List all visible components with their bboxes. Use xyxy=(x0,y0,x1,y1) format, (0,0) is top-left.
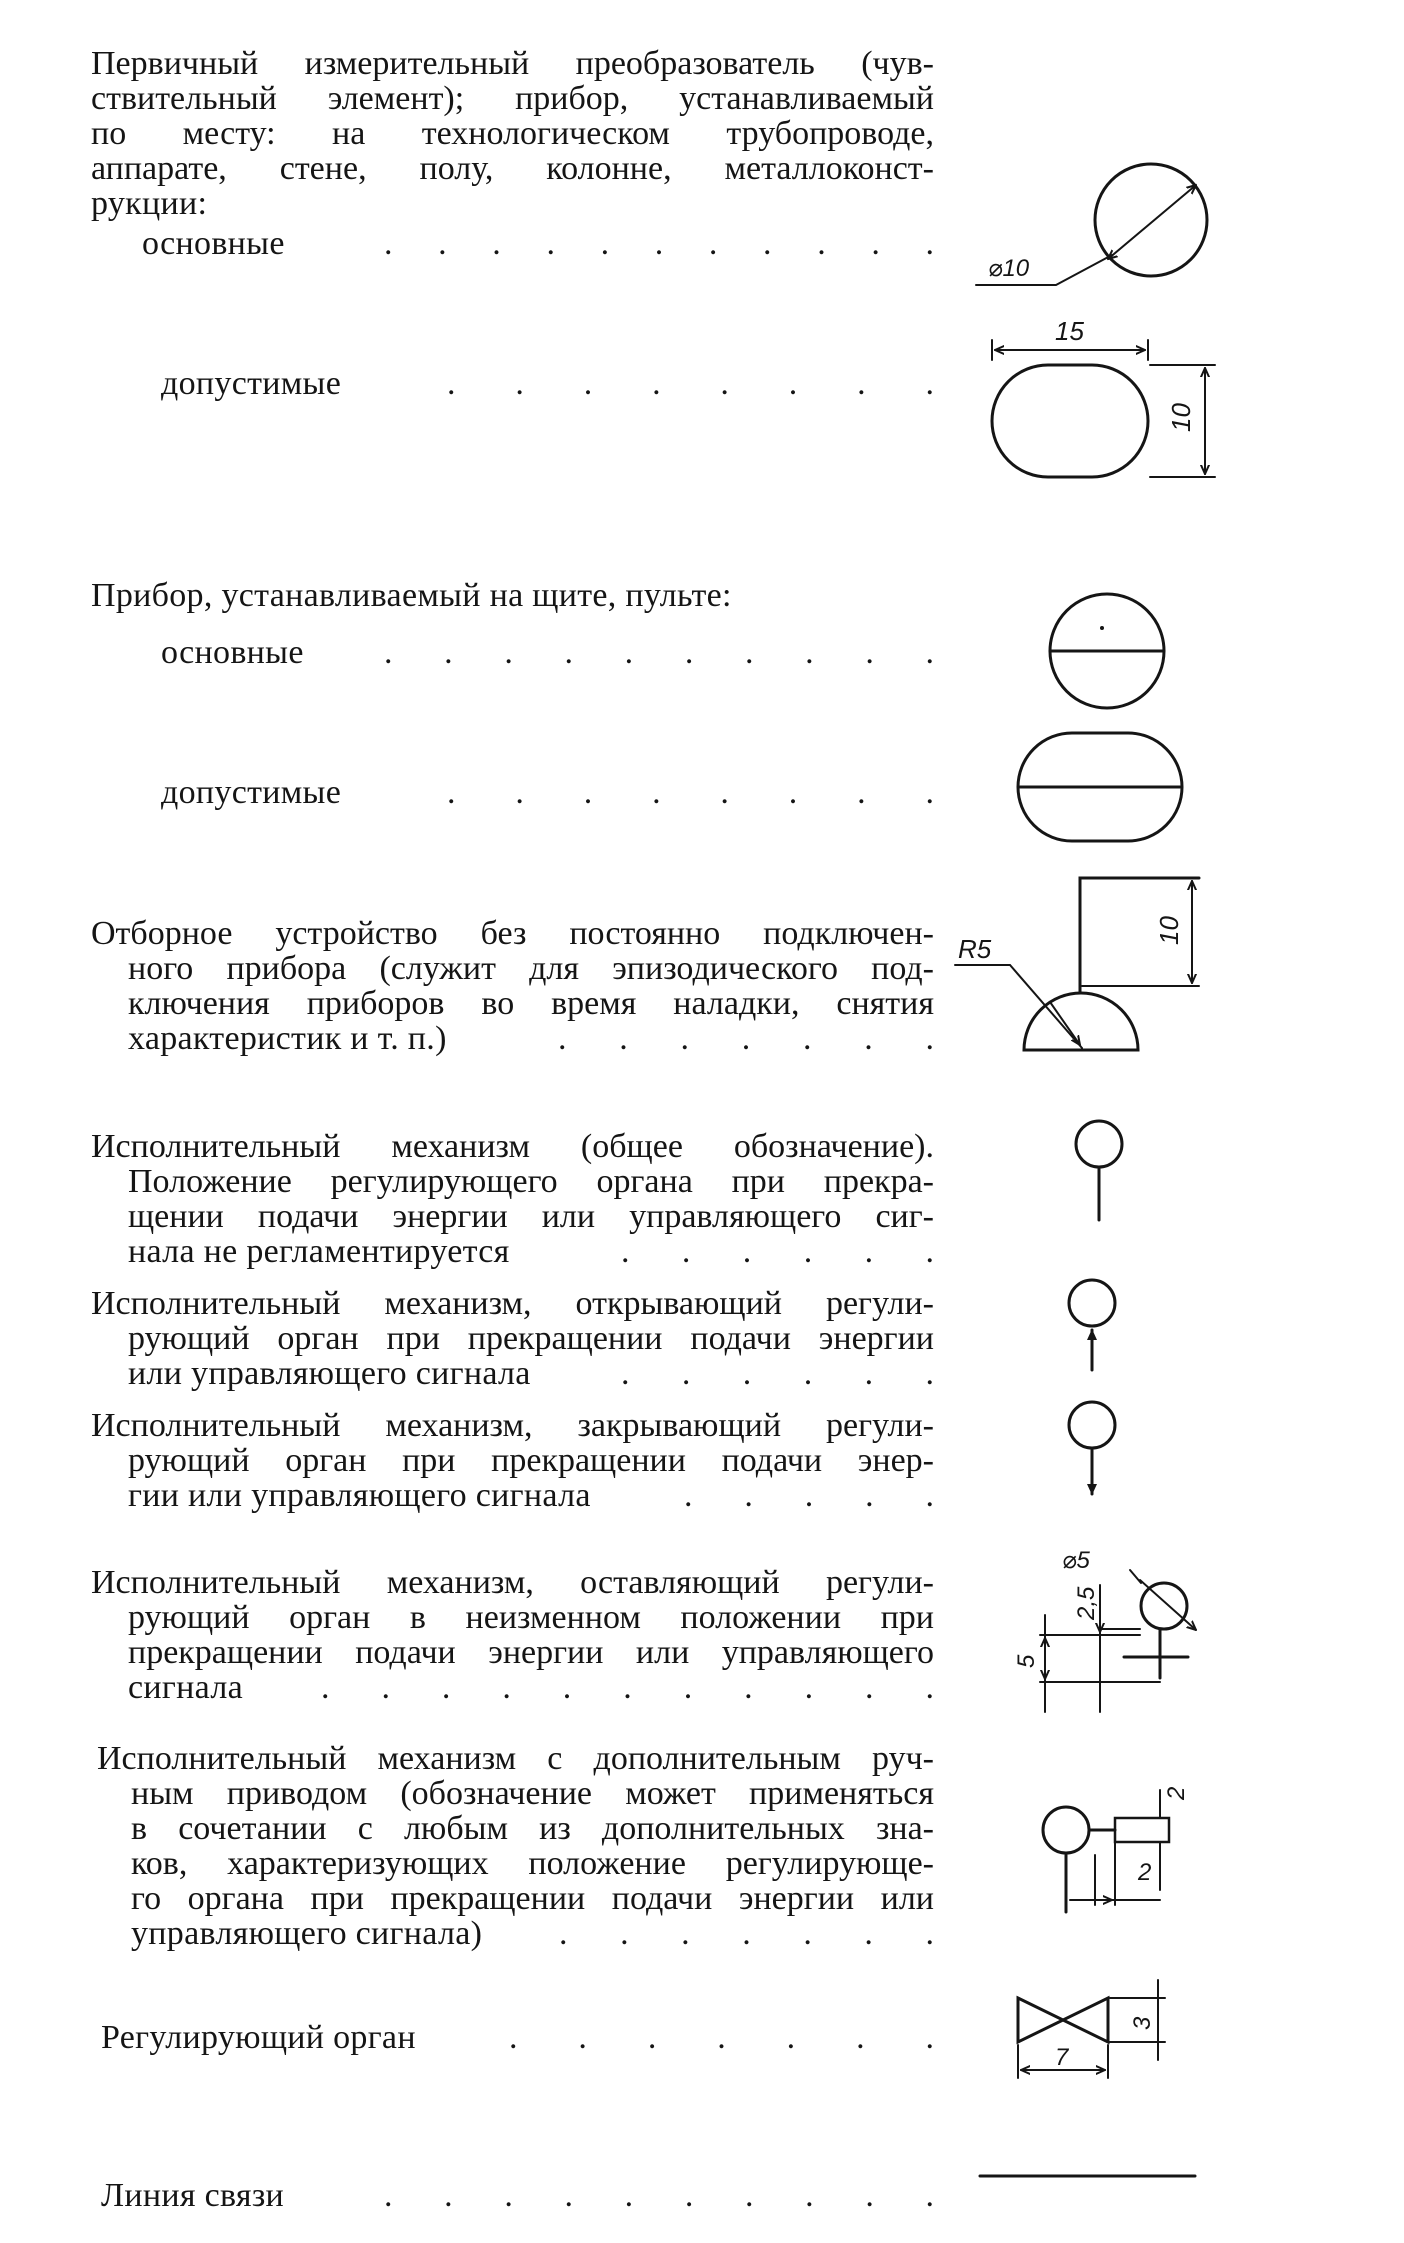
entry-line: характеристик и т. п.) xyxy=(128,1020,447,1057)
dot-leader: . . . . . . . . . . . xyxy=(384,225,934,262)
dimension-label: 15 xyxy=(1055,316,1084,346)
rounded-rect-with-line-symbol xyxy=(1018,733,1182,841)
entry-line: сигнала xyxy=(128,1669,243,1706)
dot-leader: . . . . . . . . xyxy=(447,774,934,811)
dimension-label: 5 xyxy=(1013,1654,1040,1668)
dot-leader: . . . . . . . . . . . xyxy=(321,1669,934,1706)
sampling-device-symbol xyxy=(955,878,1199,1050)
entry-line: Регулирующий орган xyxy=(101,2019,416,2056)
actuator-closing-symbol xyxy=(1069,1402,1115,1494)
entry-line: Отборное устройство без постоянно подключен- xyxy=(91,915,934,952)
dimension-label: ⌀5 xyxy=(1062,1547,1090,1574)
entry-line: по месту: на технологическом трубопроводе, xyxy=(91,115,934,152)
entry-line: го органа при прекращении подачи энергии или xyxy=(131,1880,934,1917)
entry-line: Исполнительный механизм (общее обозначение). xyxy=(91,1128,934,1165)
rounded-rect-symbol xyxy=(992,316,1215,477)
entry-line: ключения приборов во время наладки, снятия xyxy=(128,985,934,1022)
entry-line: рующий орган в неизменном положении при xyxy=(128,1599,934,1636)
dimension-label: R5 xyxy=(958,934,992,964)
circle-symbol xyxy=(976,164,1207,285)
dimension-label: 7 xyxy=(1055,2044,1069,2071)
entry-line: нала не регламентируется xyxy=(128,1233,510,1270)
entry-line: гии или управляющего сигнала xyxy=(128,1477,591,1514)
entry-line: ствительный элемент); прибор, устанавливаемый xyxy=(91,80,934,117)
dot-leader: . . . . . . . . xyxy=(447,365,934,402)
entry-line: Первичный измерительный преобразователь (чув- xyxy=(91,45,934,82)
entry-line: рующий орган при прекращении подачи энергии xyxy=(128,1320,934,1357)
actuator-opening-symbol xyxy=(1069,1280,1115,1370)
entry-line: управляющего сигнала) xyxy=(131,1915,483,1952)
entry-line: Исполнительный механизм с дополнительным руч- xyxy=(97,1740,934,1777)
entry-line: щении подачи энергии или управляющего сиг- xyxy=(128,1198,934,1235)
dimension-label: 2,5 xyxy=(1073,1586,1100,1620)
variant-label: допустимые xyxy=(161,774,342,811)
variant-label: допустимые xyxy=(161,365,342,402)
dot-leader: . . . . . xyxy=(684,1477,934,1514)
entry-line: Положение регулирующего органа при прекра- xyxy=(128,1163,934,1200)
dimension-label: ⌀10 xyxy=(988,255,1030,282)
actuator-manual-drive-symbol xyxy=(1043,1787,1190,1912)
dot-leader: . . . . . . xyxy=(621,1233,934,1270)
variant-label: основные xyxy=(161,634,304,671)
dot-leader: . . . . . . . . . . xyxy=(384,2177,934,2214)
circle-with-line-symbol xyxy=(1050,594,1164,708)
entry-line: аппарате, стене, полу, колонне, металлоконст- xyxy=(91,150,934,187)
actuator-general-symbol xyxy=(1076,1121,1122,1220)
variant-label: основные xyxy=(142,225,285,262)
entry-line: Прибор, устанавливаемый на щите, пульте: xyxy=(91,577,732,614)
entry-line: Исполнительный механизм, оставляющий регули- xyxy=(91,1564,934,1601)
entry-line: рующий орган при прекращении подачи энер- xyxy=(128,1442,934,1479)
dimension-label: 2 xyxy=(1138,1859,1152,1886)
entry-line: прекращении подачи энергии или управляющего xyxy=(128,1634,934,1671)
dot-leader: . . . . . . . . . . xyxy=(384,634,934,671)
dot-leader: . . . . . . xyxy=(621,1355,934,1392)
entry-line: рукции: xyxy=(91,185,208,222)
control-valve-symbol xyxy=(1018,1980,1165,2078)
entry-line: ным приводом (обозначение может применяться xyxy=(131,1775,934,1812)
dimension-label: 10 xyxy=(1166,403,1196,432)
dimension-label: 3 xyxy=(1129,2016,1156,2030)
dot-leader: . . . . . . . xyxy=(558,1020,934,1057)
entry-line: ного прибора (служит для эпизодического под- xyxy=(128,950,934,987)
entry-line: Линия связи xyxy=(101,2177,285,2214)
entry-line: Исполнительный механизм, открывающий регули- xyxy=(91,1285,934,1322)
dot-leader: . . . . . . . xyxy=(509,2019,934,2056)
dot-leader: . . . . . . . xyxy=(559,1915,934,1952)
entry-line: Исполнительный механизм, закрывающий регули- xyxy=(91,1407,934,1444)
entry-line: или управляющего сигнала xyxy=(128,1355,531,1392)
dimension-label: 10 xyxy=(1154,916,1184,945)
entry-line: ков, характеризующих положение регулирующе- xyxy=(131,1845,934,1882)
entry-line: в сочетании с любым из дополнительных зна- xyxy=(131,1810,934,1847)
dimension-label: 2 xyxy=(1163,1786,1190,1800)
actuator-stays-symbol xyxy=(1013,1547,1196,1712)
